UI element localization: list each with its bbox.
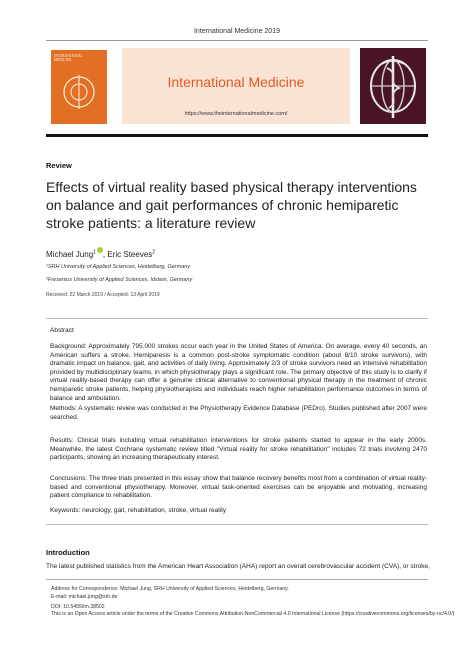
article-dates: Received: 22 March 2019 / Accepted: 13 April 2019 [46,292,160,298]
author-affiliation-mark: 2 [152,249,156,256]
abstract-bottom-rule [46,524,428,525]
header-rule [46,40,428,41]
author-name: Eric Steeves [107,250,153,259]
author-list: Michael Jung$^1$ , Eric Steeves$^2$ [46,247,155,259]
abstract-keywords: Keywords: neurology, gait, rehabilitation, stroke, virtual reality [50,507,227,514]
article-title: Effects of virtual reality based physical therapy interventions on balance and gait performances of chronic hemiparetic stroke patients: a literature review [46,179,417,231]
cover-emblem-icon [61,72,97,112]
correspondence-address: Address for Correspondence: Michael Jung, SRH University of Applied Sciences, Heidelberg, Germany. [51,586,289,592]
doi[interactable]: DOI: 10.5455/im.38502 [51,604,105,610]
cover-line-2: MEDICINE [54,58,72,62]
orcid-icon[interactable] [97,247,103,253]
affiliation: ²Fresenius University of Applied Sciences, Idstein, Germany [46,277,193,283]
abstract-background: Background: Approximately 795.000 strokes occur each year in the United States of America. On average, every 40 seconds, an American suffers a stroke. Hemiparesis is a common post-stroke symptomatic condition (about 8/10 stroke survivors), with dramatic impact on balance, gait, and activities of daily living. Approximately 2/3 of stroke survivors need an intensive rehabilitation provided by multidisciplinary teams, in which physiotherapy plays a significant role. The primary objective of this study is to clarify if virtual reality-based therapy can offer a genuine clinical alternative to conventional physical therapy in the treatment of chronic hemiparetic stroke patients, helping physiotherapists and individuals reach higher rehabilitation performance outcomes in terms of balance and ambulation. [50,343,427,402]
introduction-text: The latest published statistics from the American Heart Association (AHA) report an overall cerebrovascular accident (CVA), or stroke, [46,563,430,570]
affiliation: ¹SRH University of Applied Sciences, Heidelberg, Germany [46,264,191,270]
journal-logo [360,48,426,124]
running-head: International Medicine 2019 [193,28,280,35]
journal-url-link[interactable]: https://www.theinternationalmedicine.com/ [184,111,288,117]
header-thick-rule [46,134,428,137]
footer-rule [46,579,428,580]
journal-name: International Medicine [167,74,305,90]
abstract-conclusions: Conclusions: The three trials presented in this essay show that balance recovery benefits most from a combination of virtual reality-based and conventional physiotherapy. Moreover, virtual task-oriented exercises can be enjoyable and motivating, increasing patient compliance to rehabilitation. [50,475,427,500]
abstract-heading: Abstract [50,327,74,334]
abstract-top-rule [46,318,428,319]
author-name: Michael Jung [46,250,94,259]
caduceus-globe-icon [360,48,426,124]
abstract-results: Results: Clinical trials including virtual rehabilitation interventions for stroke patients started to appear in the early 2000s. Meanwhile, the latest Cochrane systematic review titled "Virtual reality for stroke rehabilitation" includes 72 trials involving 2470 participants, showing an increasing therapeutically interest. [50,437,427,462]
abstract-methods: Methods: A systematic review was conducted in the Physiotherapy Evidence Database (PEDro). Studies published after 2007 were searched. [50,405,427,421]
journal-cover-thumbnail [51,50,107,124]
author-affiliation-mark: 1 [93,249,96,256]
introduction-heading: Introduction [46,548,90,557]
cover-line-1: INTERNATIONAL [54,54,83,58]
correspondence-email[interactable]: E-mail: michael.jung@srh.de [51,594,118,600]
article-type: Review [46,161,72,170]
license-notice: This is an Open Access article under the terms of the Creative Commons Attribution-NonCommercial 4.0 International License (https://creativecommons.org/licenses/by-nc/4.0/) [51,611,455,617]
